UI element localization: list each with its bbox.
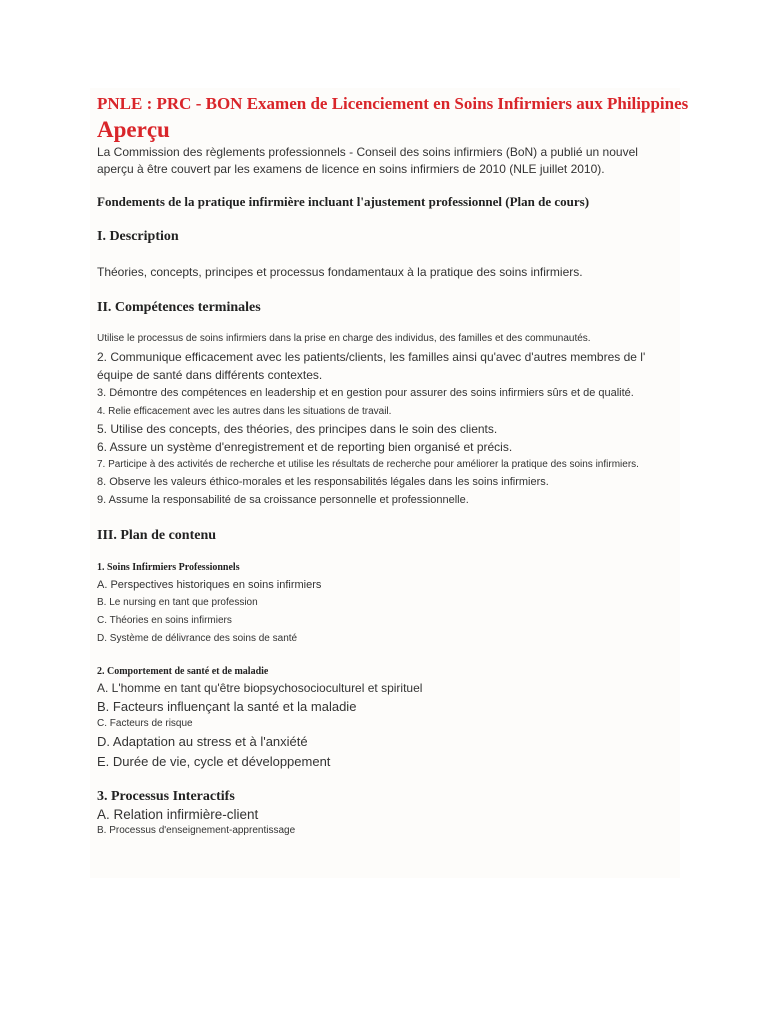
sub2-item-d: D. Adaptation au stress et à l'anxiété [97,734,308,749]
section3-heading: III. Plan de contenu [97,528,217,543]
intro-paragraph: La Commission des règlements professionnels - Conseil des soins infirmiers (BoN) a publié un nouvel aperçu à être couvert par les examens de licence en soins infirmiers de 2010 (NLE juillet 2010). [97,145,638,176]
competence-item-9: 9. Assume la responsabilité de sa croissance personnelle et professionnelle. [97,494,469,506]
sub3-heading: 3. Processus Interactifs [97,789,235,804]
competence-item-6: 6. Assure un système d'enregistrement et de reporting bien organisé et précis. [97,440,513,454]
competence-item-4: 4. Relie efficacement avec les autres dans les situations de travail. [97,406,392,417]
sub3-item-b: B. Processus d'enseignement-apprentissage [97,825,296,836]
competence-item-5: 5. Utilise des concepts, des théories, des principes dans le soin des clients. [97,422,498,436]
sub1-item-d: D. Système de délivrance des soins de santé [97,633,298,644]
competence-item-1: Utilise le processus de soins infirmiers dans la prise en charge des individus, des familles et des communautés. [97,333,591,344]
sub2-heading: 2. Comportement de santé et de maladie [97,666,269,677]
sub1-list [97,576,677,648]
document-title: PNLE : PRC - BON Examen de Licenciement en Soins Infirmiers aux Philippines [97,94,689,113]
sub2-item-b: B. Facteurs influençant la santé et la maladie [97,699,357,714]
sub1-item-b: B. Le nursing en tant que profession [97,597,258,608]
sub3-list [97,806,677,838]
sub2-item-a: A. L'homme en tant qu'être biopsychosocioculturel et spirituel [97,681,423,695]
apercu-heading: Aperçu [97,117,170,142]
sub1-heading: 1. Soins Infirmiers Professionnels [97,562,240,573]
sub1-item-c: C. Théories en soins infirmiers [97,615,232,626]
main-heading: Fondements de la pratique infirmière incluant l'ajustement professionnel (Plan de cours) [97,194,590,209]
section2-heading: II. Compétences terminales [97,300,261,315]
competence-item-7: 7. Participe à des activités de recherche et utilise les résultats de recherche pour améliorer la pratique des soins infirmiers. [97,459,639,470]
competence-item-8: 8. Observe les valeurs éthico-morales et les responsabilités légales dans les soins infirmiers. [97,476,549,488]
competence-item-3: 3. Démontre des compétences en leadership et en gestion pour assurer des soins infirmiers sûrs et de qualité. [97,387,634,399]
section1-text: Théories, concepts, principes et processus fondamentaux à la pratique des soins infirmiers. [97,265,583,279]
sub2-list [97,679,677,771]
section1-heading: I. Description [97,229,179,244]
sub1-item-a: A. Perspectives historiques en soins infirmiers [97,579,322,591]
document-content [97,92,689,838]
sub2-item-c: C. Facteurs de risque [97,718,193,729]
sub2-item-e: E. Durée de vie, cycle et développement [97,754,331,769]
competence-list [97,332,677,508]
sub3-item-a: A. Relation infirmière-client [97,807,259,822]
competence-item-2: 2. Communique efficacement avec les patients/clients, les familles ainsi qu'avec d'autres membres de l' équipe de santé dans différents contextes. [97,350,646,382]
